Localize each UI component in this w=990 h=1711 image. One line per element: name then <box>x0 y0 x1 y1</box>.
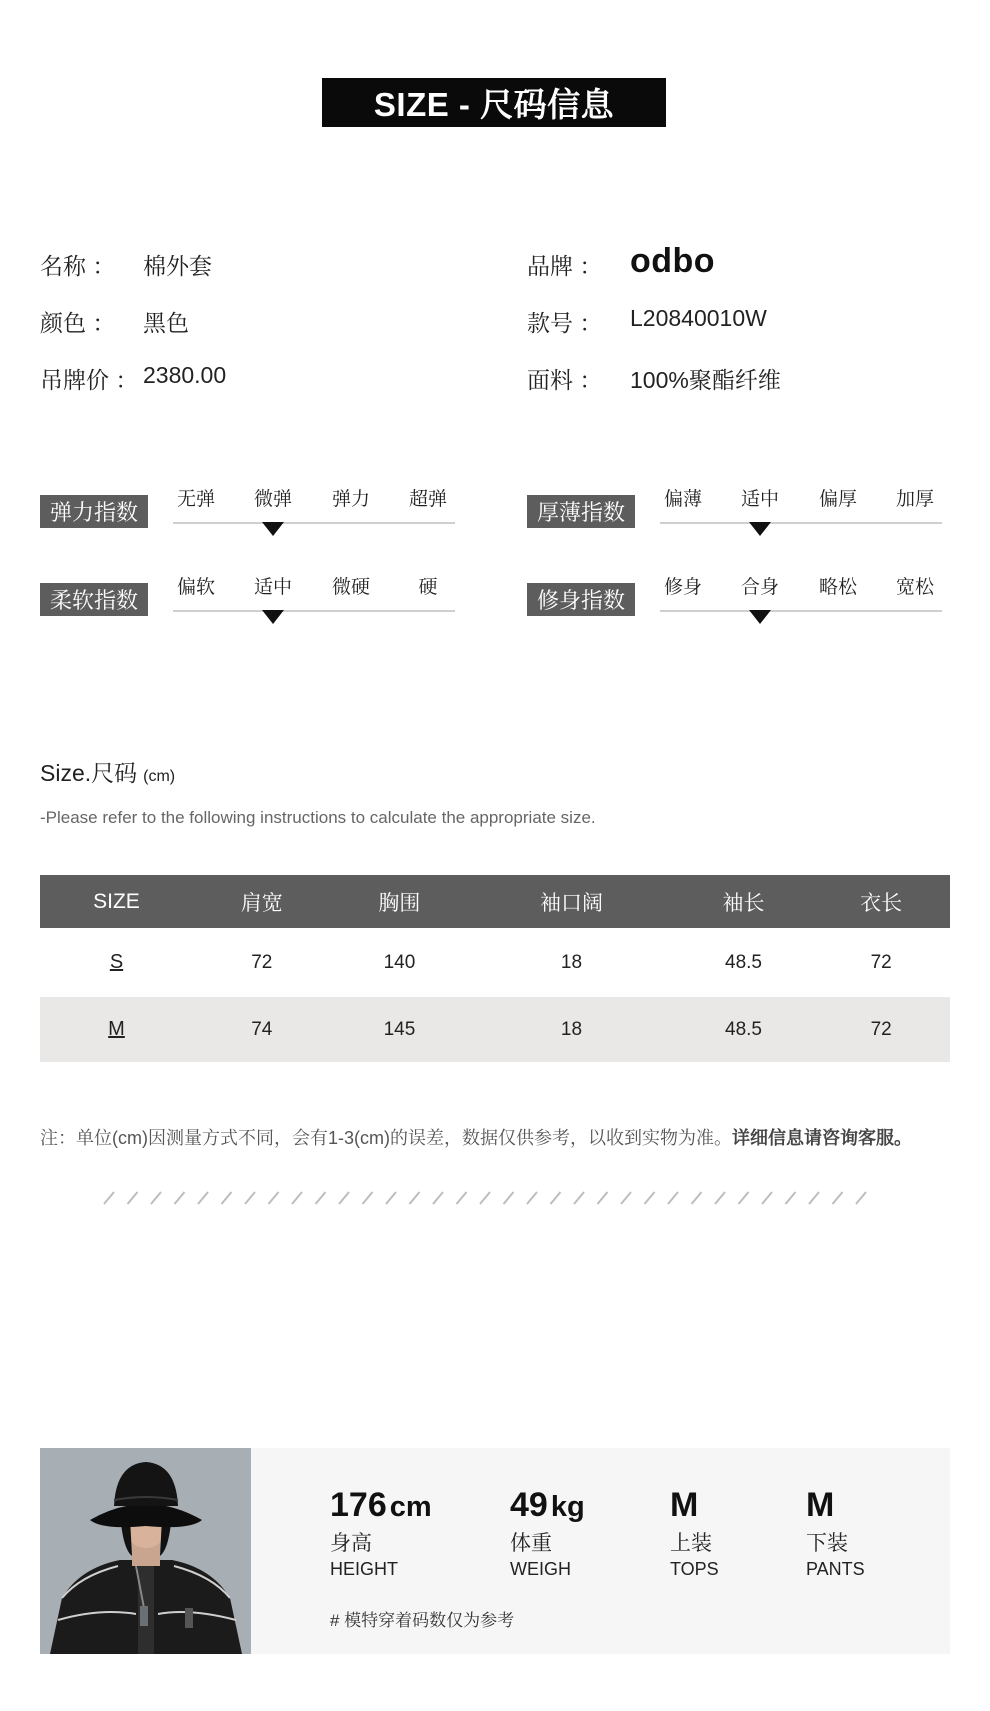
pants-size: M <box>806 1486 835 1524</box>
table-cell: 145 <box>331 997 469 1062</box>
table-cell: 18 <box>468 928 674 997</box>
weight-number: 49 <box>510 1486 548 1524</box>
table-header-cell: 胸围 <box>331 875 469 928</box>
index-scale <box>660 572 942 600</box>
color-value: 黑色 <box>143 310 189 336</box>
index-option: 合身 <box>740 577 779 598</box>
table-cell: 72 <box>193 928 331 997</box>
scale-marker <box>749 522 771 536</box>
table-cell: 72 <box>812 997 950 1062</box>
price-label: 吊牌价 ： <box>40 367 139 393</box>
weight-label-en: WEIGH <box>510 1559 571 1579</box>
brand-label: 品牌 ： <box>527 253 603 279</box>
weight-unit: kg <box>550 1491 585 1523</box>
index-option: 略松 <box>818 577 857 598</box>
index-option: 修身 <box>663 577 702 598</box>
index-option: 弹力 <box>331 489 370 510</box>
stat-pants <box>806 1486 865 1580</box>
weight-label-cn: 体重 <box>510 1532 552 1555</box>
height-label-cn: 身高 <box>330 1532 372 1555</box>
table-cell: 74 <box>193 997 331 1062</box>
index-option: 适中 <box>740 489 779 510</box>
stat-height <box>330 1486 432 1580</box>
tops-label-cn: 上装 <box>670 1532 712 1555</box>
table-row <box>40 997 950 1062</box>
index-option: 无弹 <box>176 489 215 510</box>
index-option: 适中 <box>253 577 292 598</box>
index-scale <box>660 484 942 512</box>
height-unit: cm <box>389 1491 432 1523</box>
name-label: 名称 ： <box>40 253 116 279</box>
table-header-cell: SIZE <box>40 875 193 928</box>
index-option: 微弹 <box>253 489 292 510</box>
index-scale <box>173 572 455 600</box>
size-subtitle: -Please refer to the following instructions to calculate the appropriate size. <box>40 808 596 827</box>
dashed-divider <box>100 1190 880 1206</box>
pants-label-cn: 下装 <box>806 1532 848 1555</box>
index-option: 超弹 <box>408 489 447 510</box>
table-row <box>40 928 950 997</box>
table-header-cell: 肩宽 <box>193 875 331 928</box>
size-table <box>40 875 950 1062</box>
index-label: 弹力指数 <box>40 495 148 528</box>
style-value: L20840010W <box>630 305 767 331</box>
scale-marker <box>262 522 284 536</box>
pants-label-en: PANTS <box>806 1559 865 1579</box>
index-option: 加厚 <box>895 489 934 510</box>
table-cell: 72 <box>812 928 950 997</box>
table-cell: 140 <box>331 928 469 997</box>
scale-line <box>173 522 455 524</box>
stat-weight <box>510 1486 585 1580</box>
color-label: 颜色 ： <box>40 310 116 336</box>
table-cell: 48.5 <box>675 928 813 997</box>
name-value: 棉外套 <box>143 253 212 279</box>
price-value: 2380.00 <box>143 362 227 388</box>
table-header-cell: 袖长 <box>675 875 813 928</box>
scale-line <box>660 522 942 524</box>
page-title: SIZE - 尺码信息 <box>322 78 666 127</box>
scale-marker <box>262 610 284 624</box>
index-option: 偏薄 <box>663 489 702 510</box>
table-header-cell: 衣长 <box>812 875 950 928</box>
fabric-label: 面料 ： <box>527 367 603 393</box>
index-option: 偏软 <box>176 577 215 598</box>
measurement-note <box>40 1124 912 1150</box>
model-info-panel <box>40 1448 950 1654</box>
index-scale <box>173 484 455 512</box>
index-label: 修身指数 <box>527 583 635 616</box>
height-label-en: HEIGHT <box>330 1559 399 1579</box>
table-cell-size: S <box>40 928 193 997</box>
stat-tops <box>670 1486 719 1580</box>
table-cell: 18 <box>468 997 674 1062</box>
size-heading-text: Size.尺码 <box>40 760 138 786</box>
brand-logo: odbo <box>630 242 716 280</box>
tops-label-en: TOPS <box>670 1559 719 1579</box>
index-label: 柔软指数 <box>40 583 148 616</box>
table-header-row <box>40 875 950 928</box>
note-bold: 详细信息请咨询客服。 <box>731 1128 912 1148</box>
table-cell: 48.5 <box>675 997 813 1062</box>
note-text: 注：单位(cm)因测量方式不同，会有1-3(cm)的误差，数据仅供参考，以收到实物为准。 <box>40 1128 732 1148</box>
scale-line <box>173 610 455 612</box>
table-cell-size: M <box>40 997 193 1062</box>
tops-size: M <box>670 1486 699 1524</box>
index-option: 宽松 <box>895 577 934 598</box>
style-label: 款号 ： <box>527 310 603 336</box>
fabric-value: 100%聚酯纤维 <box>630 367 781 393</box>
model-note: # 模特穿着码数仅为参考 <box>330 1611 515 1630</box>
size-heading <box>40 755 175 788</box>
index-label: 厚薄指数 <box>527 495 635 528</box>
scale-line <box>660 610 942 612</box>
scale-marker <box>749 610 771 624</box>
table-header-cell: 袖口阔 <box>468 875 674 928</box>
size-heading-unit: (cm) <box>143 768 176 785</box>
index-option: 硬 <box>418 577 438 598</box>
index-option: 偏厚 <box>818 489 857 510</box>
index-option: 微硬 <box>331 577 370 598</box>
height-number: 176 <box>330 1486 387 1524</box>
model-photo <box>40 1448 251 1654</box>
